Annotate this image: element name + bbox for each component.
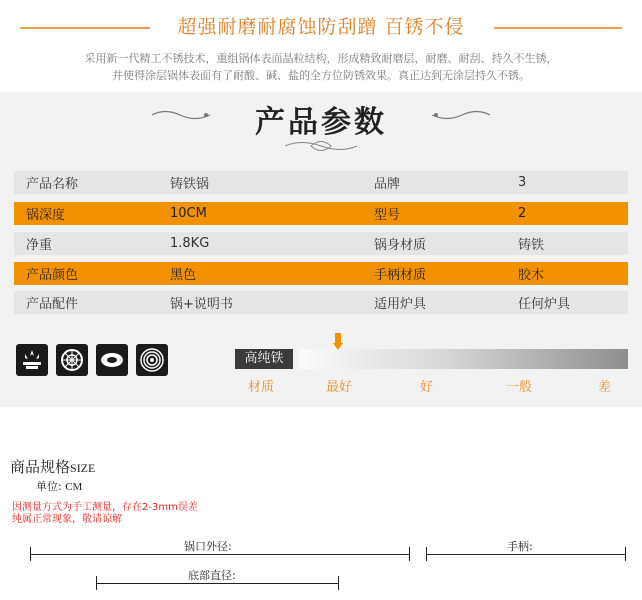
scale-label-material: 材质 — [248, 380, 275, 395]
unit-value: CM — [65, 481, 83, 493]
param-label: 产品名称 — [26, 177, 79, 192]
dim-handle-tick-right — [625, 547, 626, 561]
unit-label: 单位: — [36, 480, 62, 493]
dim-handle-line — [426, 554, 626, 555]
scale-label-good: 好 — [420, 380, 434, 395]
param-value: 黑色 — [170, 268, 197, 283]
param-label: 锅身材质 — [374, 238, 427, 253]
scale-label-average: 一般 — [506, 380, 533, 395]
dim-bottom-tick-right — [338, 576, 339, 590]
dim-bottom-line — [96, 583, 339, 584]
electric-ceramic-icon — [56, 344, 88, 376]
banner-headline — [0, 12, 642, 39]
param-value: 任何炉具 — [518, 297, 571, 312]
param-label: 产品颜色 — [26, 268, 79, 283]
quality-pointer-icon — [333, 333, 343, 351]
params-row — [14, 171, 628, 194]
banner-headline-text: 超强耐磨耐腐蚀防刮蹭 百锈不侵 — [163, 16, 478, 38]
param-value: 铸铁锅 — [170, 177, 210, 192]
dim-outer-tick-right — [409, 547, 410, 561]
scale-label-poor: 差 — [598, 380, 612, 395]
dim-outer-label: 锅口外径: — [184, 540, 232, 553]
banner-desc-line2: 并使得涂层锅体表面有了耐酸、碱、盐的全方位防锈效果。真正达到无涂层持久不锈。 — [112, 69, 530, 82]
unit-line — [36, 478, 82, 494]
spec-title-en: SIZE — [70, 461, 96, 475]
param-label: 型号 — [374, 208, 401, 223]
params-row — [14, 262, 628, 285]
gas-stove-icon — [16, 344, 48, 376]
scale-label-best: 最好 — [326, 380, 353, 395]
measurement-note-line2: 纯属正常现象，敬请谅解 — [12, 514, 122, 525]
params-title: 产品参数 — [255, 105, 387, 140]
param-value: 胶木 — [518, 268, 545, 283]
params-row — [14, 232, 628, 255]
param-value: 1.8KG — [170, 236, 210, 251]
coil-heater-icon — [136, 344, 168, 376]
param-value: 2 — [518, 206, 527, 221]
param-label: 产品配件 — [26, 297, 79, 312]
measurement-note-line1: 因测量方式为手工测量，存在2-3mm误差 — [12, 502, 198, 513]
title-flourish-icon — [281, 137, 361, 155]
params-row — [14, 202, 628, 225]
dim-handle-label: 手柄: — [507, 540, 533, 553]
param-value: 铸铁 — [518, 238, 545, 253]
dim-outer-line — [30, 554, 410, 555]
params-row — [14, 291, 628, 314]
param-value: 10CM — [170, 206, 207, 221]
param-value: 锅+说明书 — [170, 297, 233, 312]
banner-desc-line1: 采用新一代精工不锈技术，重组锅体表面晶粒结构，形成精致耐磨层，耐磨、耐刮、持久不生锈， — [84, 52, 558, 65]
dim-bottom-label: 底部直径: — [188, 569, 236, 582]
quality-gradient-bar — [299, 349, 628, 369]
spec-title-cn: 商品规格 — [10, 458, 71, 476]
param-label: 净重 — [26, 238, 53, 253]
param-label: 锅深度 — [26, 208, 66, 223]
param-label: 手柄材质 — [374, 268, 427, 283]
param-value: 3 — [518, 175, 527, 190]
spec-title — [10, 456, 95, 477]
induction-plate-icon — [96, 344, 128, 376]
param-label: 适用炉具 — [374, 297, 427, 312]
material-label: 高纯铁 — [235, 349, 293, 369]
param-label: 品牌 — [374, 177, 401, 192]
